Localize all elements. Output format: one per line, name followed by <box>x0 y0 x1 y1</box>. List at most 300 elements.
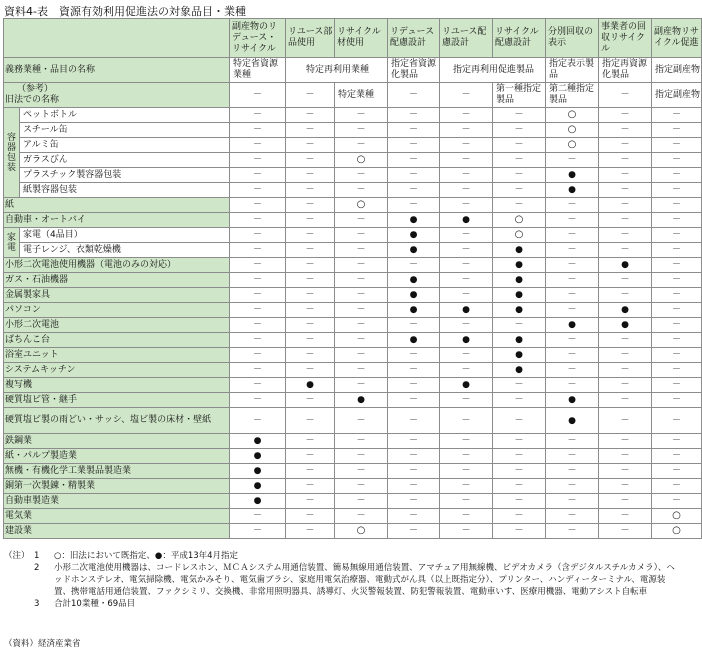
mark-cell <box>440 123 493 138</box>
dash-mark: － <box>252 365 262 375</box>
mark-cell <box>493 408 546 434</box>
dash-mark: － <box>514 320 524 330</box>
row-label: 電気業 <box>4 509 230 524</box>
mark-cell <box>493 168 546 183</box>
mark-cell <box>599 243 652 258</box>
mark-cell <box>286 378 335 393</box>
mark-cell <box>440 198 493 213</box>
row-label: 硬質塩ビ製の雨どい・サッシ、塩ビ製の床材・壁紙 <box>4 408 230 434</box>
mark-cell <box>440 479 493 494</box>
previously-designated-mark: ○ <box>672 510 681 521</box>
mark-cell <box>286 464 335 479</box>
mark-cell <box>388 363 440 378</box>
dash-mark: － <box>461 451 471 461</box>
mark-cell <box>546 258 599 273</box>
mark-cell <box>493 434 546 449</box>
newly-designated-mark: ● <box>515 260 523 270</box>
table-row <box>4 123 702 138</box>
dash-mark: － <box>567 466 577 476</box>
dash-mark: － <box>461 185 471 195</box>
dash-mark: － <box>252 170 262 180</box>
mark-cell <box>388 408 440 434</box>
mark-cell <box>652 183 702 198</box>
mark-cell <box>335 348 388 363</box>
dash-mark: － <box>461 466 471 476</box>
mark-cell <box>652 378 702 393</box>
dash-mark: － <box>408 365 418 375</box>
mark-cell <box>599 363 652 378</box>
mark-cell <box>440 153 493 168</box>
reference-label-line: （参考） <box>17 84 54 94</box>
newly-designated-mark: ● <box>306 380 314 390</box>
mark-cell <box>599 183 652 198</box>
newly-designated-mark: ● <box>568 415 576 426</box>
mark-cell <box>335 524 388 539</box>
dash-mark: － <box>567 526 577 536</box>
dash-mark: － <box>620 170 630 180</box>
previously-designated-mark: ○ <box>567 139 577 150</box>
mark-cell <box>493 228 546 243</box>
dash-mark: － <box>252 380 262 390</box>
row-label: プラスチック製容器包装 <box>20 168 230 183</box>
mark-cell <box>286 509 335 524</box>
mark-cell <box>335 509 388 524</box>
mark-cell <box>440 108 493 123</box>
dash-mark: － <box>620 481 630 491</box>
mark-cell <box>493 333 546 348</box>
mark-cell <box>599 464 652 479</box>
table-row <box>4 303 702 318</box>
mark-cell <box>546 318 599 333</box>
dash-mark: － <box>671 290 681 300</box>
mark-cell <box>230 153 286 168</box>
dash-mark: － <box>408 395 418 405</box>
mark-cell <box>493 108 546 123</box>
dash-mark: － <box>305 350 315 360</box>
dash-mark: － <box>305 200 315 210</box>
row-label: 紙・パルプ製造業 <box>4 449 230 464</box>
mark-cell <box>652 363 702 378</box>
dash-mark: － <box>356 320 366 330</box>
mark-cell <box>440 183 493 198</box>
dash-mark: － <box>461 526 471 536</box>
mark-cell <box>230 509 286 524</box>
mark-cell <box>546 393 599 408</box>
dash-mark: － <box>408 350 418 360</box>
mark-cell <box>388 243 440 258</box>
mark-cell <box>599 348 652 363</box>
dash-mark: － <box>620 365 630 375</box>
mark-cell <box>230 378 286 393</box>
dash-mark: － <box>514 511 524 521</box>
mark-cell <box>286 479 335 494</box>
mark-cell <box>388 153 440 168</box>
dash-mark: － <box>671 200 681 210</box>
note-text: 小形二次電池使用機器は、コードレスホン、ＭＣＡシステム用通信装置、簡易無線用通信装置、アマチュア用無線機、ビデオカメラ（含デジタルスチルカメラ）、ヘッドホンステレオ、電気掃除機、電気かみそり、電気歯ブラシ、家庭用電気治療器、電動式がん具（以上既指定分）、プリンター、ハンディーターミナル、電源装置、携帯電話用通信装置、ファクシミリ、交換機、非常用照明器具、誘導灯、火災警報装置、防犯警報装置、電動車いす、医療用機器、電動アシスト自転車 <box>54 563 675 597</box>
dash-mark: － <box>567 275 577 285</box>
previously-designated-mark: ○ <box>356 154 366 165</box>
dash-mark: － <box>252 245 262 255</box>
dash-mark: － <box>514 526 524 536</box>
mark-cell <box>546 449 599 464</box>
mark-cell <box>286 393 335 408</box>
note-item <box>4 550 680 562</box>
dash-mark: － <box>620 335 630 345</box>
mark-cell <box>652 348 702 363</box>
table-row <box>4 318 702 333</box>
dash-mark: － <box>356 466 366 476</box>
dash-mark: － <box>671 451 681 461</box>
table-row <box>4 494 702 509</box>
reference-cell: 第一種指定製品 <box>493 83 546 108</box>
mark-cell <box>546 138 599 153</box>
dash-mark: － <box>461 125 471 135</box>
dash-mark: － <box>514 395 524 405</box>
newly-designated-mark: ● <box>409 275 418 285</box>
dash-mark: － <box>461 275 471 285</box>
mark-cell <box>388 108 440 123</box>
table-row <box>4 479 702 494</box>
mark-cell <box>493 123 546 138</box>
reference-cell: － <box>599 83 652 108</box>
mark-cell <box>599 153 652 168</box>
dash-mark: － <box>252 395 262 405</box>
mark-cell <box>335 464 388 479</box>
table-row <box>4 434 702 449</box>
mark-cell <box>546 108 599 123</box>
row-label: ぱちんこ台 <box>4 333 230 348</box>
row-label: 無機・有機化学工業製品製造業 <box>4 464 230 479</box>
mark-cell <box>388 393 440 408</box>
dash-mark: － <box>408 170 418 180</box>
dash-mark: － <box>567 155 577 165</box>
dash-mark: － <box>252 200 262 210</box>
table-row <box>4 288 702 303</box>
table-row <box>4 393 702 408</box>
dash-mark: － <box>305 415 315 426</box>
dash-mark: － <box>671 395 681 405</box>
dash-mark: － <box>252 230 262 240</box>
dash-mark: － <box>408 185 418 195</box>
mark-cell <box>388 378 440 393</box>
dash-mark: － <box>620 511 630 521</box>
mark-cell <box>230 363 286 378</box>
dash-mark: － <box>305 335 315 345</box>
mark-cell <box>388 288 440 303</box>
dash-mark: － <box>461 290 471 300</box>
law-cell: 指定再利用促進製品 <box>440 58 546 83</box>
mark-cell <box>388 464 440 479</box>
dash-mark: － <box>671 335 681 345</box>
mark-cell <box>546 509 599 524</box>
dash-mark: － <box>408 260 418 270</box>
dash-mark: － <box>305 466 315 476</box>
mark-cell <box>652 509 702 524</box>
mark-cell <box>388 479 440 494</box>
mark-cell <box>599 303 652 318</box>
mark-cell <box>286 108 335 123</box>
mark-cell <box>230 303 286 318</box>
mark-cell <box>493 393 546 408</box>
dash-mark: － <box>356 415 366 426</box>
dash-mark: － <box>461 415 471 426</box>
dash-mark: － <box>356 436 366 446</box>
dash-mark: － <box>408 466 418 476</box>
dash-mark: － <box>514 110 524 120</box>
mark-cell <box>230 494 286 509</box>
dash-mark: － <box>356 350 366 360</box>
dash-mark: － <box>356 305 366 315</box>
dash-mark: － <box>620 290 630 300</box>
dash-mark: － <box>567 451 577 461</box>
group-char: 家 <box>6 232 16 243</box>
reference-cell: － <box>286 83 335 108</box>
dash-mark: － <box>620 245 630 255</box>
mark-cell <box>286 434 335 449</box>
mark-cell <box>440 464 493 479</box>
dash-mark: － <box>620 466 630 476</box>
page-title: 資料4-表 資源有効利用促進法の対象品目・業種 <box>4 5 246 18</box>
newly-designated-mark: ● <box>253 436 262 446</box>
dash-mark: － <box>356 335 366 345</box>
dash-mark: － <box>567 200 577 210</box>
mark-cell <box>230 333 286 348</box>
mark-cell <box>599 479 652 494</box>
dash-mark: － <box>620 110 630 120</box>
column-header: リデュース配慮設計 <box>388 19 440 58</box>
dash-mark: － <box>514 155 524 165</box>
reference-cell: － <box>230 83 286 108</box>
dash-mark: － <box>252 305 262 315</box>
table-row <box>4 183 702 198</box>
mark-cell <box>440 494 493 509</box>
mark-cell <box>493 288 546 303</box>
mark-cell <box>286 494 335 509</box>
group-label <box>4 228 20 258</box>
mark-cell <box>599 408 652 434</box>
dash-mark: － <box>620 140 630 150</box>
dash-mark: － <box>408 380 418 390</box>
mark-cell <box>652 524 702 539</box>
reference-cell: 第二種指定製品 <box>546 83 599 108</box>
newly-designated-mark: ● <box>515 305 523 315</box>
mark-cell <box>652 138 702 153</box>
newly-designated-mark: ● <box>515 335 523 345</box>
mark-cell <box>230 464 286 479</box>
mark-cell <box>388 228 440 243</box>
mark-cell <box>440 228 493 243</box>
mark-cell <box>335 494 388 509</box>
mark-cell <box>230 479 286 494</box>
mark-cell <box>652 108 702 123</box>
dash-mark: － <box>567 436 577 446</box>
mark-cell <box>230 123 286 138</box>
row-label: 紙 <box>4 198 230 213</box>
dash-mark: － <box>671 170 681 180</box>
newly-designated-mark: ● <box>409 245 418 255</box>
dash-mark: － <box>567 496 577 506</box>
mark-cell <box>546 333 599 348</box>
mark-cell <box>493 464 546 479</box>
dash-mark: － <box>305 365 315 375</box>
row-label: 鉄鋼業 <box>4 434 230 449</box>
table-row <box>4 509 702 524</box>
dash-mark: － <box>408 200 418 210</box>
dash-mark: － <box>356 125 366 135</box>
mark-cell <box>546 378 599 393</box>
row-label: システムキッチン <box>4 363 230 378</box>
mark-cell <box>440 393 493 408</box>
dash-mark: － <box>567 511 577 521</box>
mark-cell <box>230 393 286 408</box>
row-label: 自動車製造業 <box>4 494 230 509</box>
table-row <box>4 348 702 363</box>
mark-cell <box>599 393 652 408</box>
notes <box>4 550 680 610</box>
mark-cell <box>493 494 546 509</box>
dash-mark: － <box>514 185 524 195</box>
mark-cell <box>599 123 652 138</box>
dash-mark: － <box>567 290 577 300</box>
mark-cell <box>652 464 702 479</box>
dash-mark: － <box>671 365 681 375</box>
reference-row <box>4 83 702 108</box>
dash-mark: － <box>567 245 577 255</box>
dash-mark: － <box>305 185 315 195</box>
mark-cell <box>599 213 652 228</box>
mark-cell <box>230 434 286 449</box>
mark-cell <box>493 479 546 494</box>
column-header: 副産物のリデュース・リサイクル <box>230 19 286 58</box>
mark-cell <box>286 348 335 363</box>
mark-cell <box>440 168 493 183</box>
law-name-label: 義務業種・品目の名称 <box>4 58 230 83</box>
mark-cell <box>546 198 599 213</box>
dash-mark: － <box>408 526 418 536</box>
table-row <box>4 228 702 243</box>
mark-cell <box>546 123 599 138</box>
group-char: 装 <box>6 162 16 173</box>
dash-mark: － <box>305 511 315 521</box>
mark-cell <box>546 168 599 183</box>
mark-cell <box>286 273 335 288</box>
note-text: 合計10業種・69品目 <box>54 599 136 609</box>
mark-cell <box>388 258 440 273</box>
dash-mark: － <box>305 230 315 240</box>
mark-cell <box>493 348 546 363</box>
dash-mark: － <box>514 200 524 210</box>
row-label: 自動車・オートバイ <box>4 213 230 228</box>
source-note: （資料）経済産業省 <box>4 639 81 649</box>
mark-cell <box>652 273 702 288</box>
newly-designated-mark: ● <box>409 305 418 315</box>
dash-mark: － <box>461 200 471 210</box>
note-number: 2 <box>34 563 40 573</box>
header-corner <box>4 19 230 58</box>
dash-mark: － <box>305 245 315 255</box>
dash-mark: － <box>671 125 681 135</box>
dash-mark: － <box>356 215 366 225</box>
dash-mark: － <box>305 320 315 330</box>
reference-cell: 特定業種 <box>335 83 388 108</box>
group-char: 器 <box>6 142 16 153</box>
previously-designated-mark: ○ <box>356 199 366 210</box>
group-label <box>4 108 20 198</box>
mark-cell <box>652 449 702 464</box>
dash-mark: － <box>514 451 524 461</box>
dash-mark: － <box>671 140 681 150</box>
law-cell: 特定再利用業種 <box>286 58 388 83</box>
mark-cell <box>546 273 599 288</box>
mark-cell <box>230 449 286 464</box>
reference-cell: 指定副産物 <box>652 83 702 108</box>
mark-cell <box>652 213 702 228</box>
dash-mark: － <box>252 260 262 270</box>
mark-cell <box>546 213 599 228</box>
mark-cell <box>546 464 599 479</box>
row-label: 家電（4品目） <box>20 228 230 243</box>
mark-cell <box>388 213 440 228</box>
mark-cell <box>652 494 702 509</box>
mark-cell <box>335 243 388 258</box>
newly-designated-mark: ● <box>409 215 418 225</box>
dash-mark: － <box>567 365 577 375</box>
row-label: 複写機 <box>4 378 230 393</box>
mark-cell <box>652 303 702 318</box>
dash-mark: － <box>408 451 418 461</box>
table-row <box>4 464 702 479</box>
table-row <box>4 258 702 273</box>
mark-cell <box>546 408 599 434</box>
mark-cell <box>286 524 335 539</box>
dash-mark: － <box>461 350 471 360</box>
group-char: 容 <box>6 132 16 143</box>
dash-mark: － <box>567 260 577 270</box>
dash-mark: － <box>252 511 262 521</box>
newly-designated-mark: ● <box>515 245 523 255</box>
dash-mark: － <box>305 215 315 225</box>
row-label: アルミ缶 <box>20 138 230 153</box>
mark-cell <box>286 138 335 153</box>
dash-mark: － <box>620 436 630 446</box>
mark-cell <box>440 509 493 524</box>
dash-mark: － <box>620 185 630 195</box>
newly-designated-mark: ● <box>515 350 523 360</box>
mark-cell <box>388 123 440 138</box>
mark-cell <box>335 168 388 183</box>
mark-cell <box>599 258 652 273</box>
newly-designated-mark: ● <box>621 305 629 315</box>
newly-designated-mark: ● <box>462 380 470 390</box>
note-number: 3 <box>34 599 40 609</box>
mark-cell <box>493 198 546 213</box>
mark-cell <box>493 183 546 198</box>
dash-mark: － <box>252 185 262 195</box>
dash-mark: － <box>514 380 524 390</box>
mark-cell <box>440 348 493 363</box>
dash-mark: － <box>620 275 630 285</box>
newly-designated-mark: ● <box>462 305 470 315</box>
newly-designated-mark: ● <box>462 215 470 225</box>
mark-cell <box>335 434 388 449</box>
row-label: 金属製家具 <box>4 288 230 303</box>
newly-designated-mark: ● <box>515 365 523 375</box>
previously-designated-mark: ○ <box>672 525 681 536</box>
table-row <box>4 138 702 153</box>
group-char: 包 <box>6 152 16 163</box>
row-label: パソコン <box>4 303 230 318</box>
dash-mark: － <box>671 481 681 491</box>
